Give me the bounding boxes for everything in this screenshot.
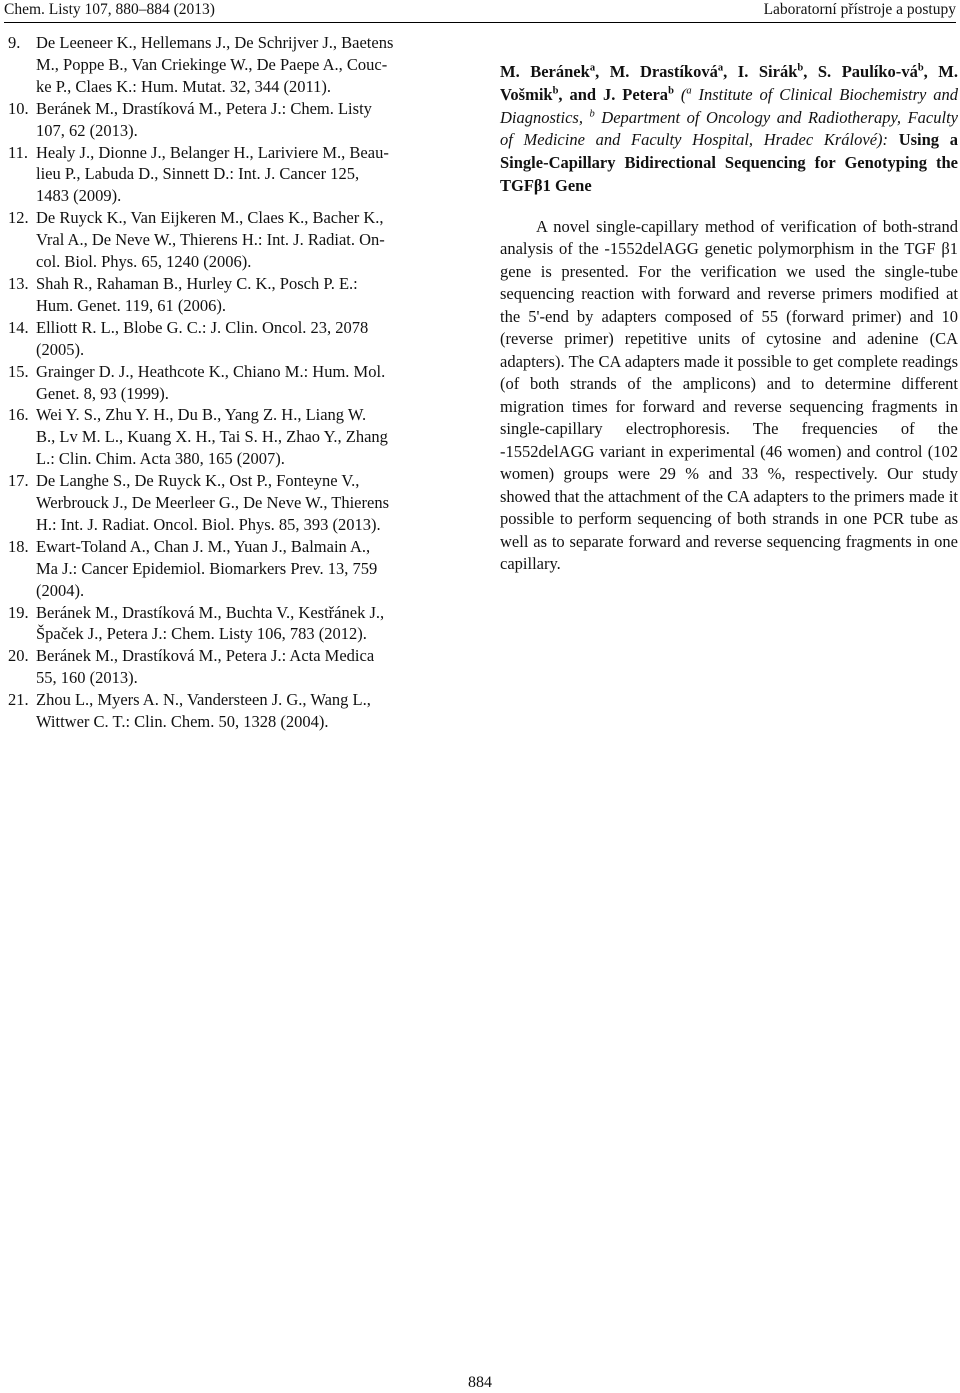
reference-item bbox=[8, 645, 460, 689]
reference-line: B., Lv M. L., Kuang X. H., Tai S. H., Zhao Y., Zhang bbox=[36, 427, 388, 447]
reference-item bbox=[8, 404, 460, 470]
abstract-text: A novel single-capillary method of verification of both-strand analysis of the -1552delAGG genetic polymorphism in the TGF β1 gene is presented. For the verification we used the single-tube sequencing reaction with forward and reverse primers modified at the 5'-end by adapters composed of 55 (forward primer) and 10 (reverse primer) repetitive units of cytosine and adenine (CA adapters). The CA adapters made it possible to get complete readings (of both strands of the amplicons) and to determine different migration times for forward and reverse sequencing fragments in single-capillary electrophoresis. The frequencies of the -1552delAGG variant in experimental (46 women) and control (102 women) groups were 29 % and 33 %, respectively. Our study showed that the attachment of the CA adapters to the primers made it possible to perform sequencing of both strands in one PCR tube as well as to separate forward and reverse sequencing fragments in one capillary. bbox=[500, 216, 958, 574]
reference-list bbox=[8, 32, 460, 733]
reference-line: (2004). bbox=[36, 580, 85, 600]
affiliation-open: ( bbox=[673, 84, 687, 104]
affiliation-mark: a bbox=[589, 62, 596, 74]
reference-text bbox=[36, 273, 460, 317]
reference-number: 13. bbox=[8, 273, 29, 293]
reference-line: Wittwer C. T.: Clin. Chem. 50, 1328 (2004). bbox=[36, 712, 329, 732]
affiliation-mark: a bbox=[686, 85, 692, 97]
reference-item bbox=[8, 602, 460, 646]
reference-item bbox=[8, 98, 460, 142]
reference-number: 18. bbox=[8, 536, 29, 556]
reference-line: Zhou L., Myers A. N., Vandersteen J. G., Wang L., bbox=[36, 690, 371, 710]
reference-line: De Leeneer K., Hellemans J., De Schrijver J., Baetens bbox=[36, 33, 394, 52]
reference-number: 9. bbox=[8, 33, 21, 52]
reference-line: Werbrouck J., De Meerleer G., De Neve W., Thierens bbox=[36, 493, 389, 513]
affiliation-mark: b bbox=[668, 85, 674, 97]
reference-number: 14. bbox=[8, 317, 29, 337]
author-name: , I. Sirák bbox=[723, 62, 798, 81]
reference-text bbox=[36, 98, 460, 142]
reference-line: Shah R., Rahaman B., Hurley C. K., Posch P. E.: bbox=[36, 273, 358, 293]
reference-text bbox=[36, 317, 460, 361]
reference-text bbox=[36, 142, 460, 208]
reference-text bbox=[36, 645, 460, 689]
abstract-heading bbox=[500, 61, 958, 198]
author-name: M. Beránek bbox=[500, 62, 590, 81]
affiliation-mark: b bbox=[589, 108, 595, 120]
reference-number: 15. bbox=[8, 361, 29, 381]
reference-line: lieu P., Labuda D., Sinnett D.: Int. J. Cancer 125, bbox=[36, 164, 360, 184]
reference-line: col. Biol. Phys. 65, 1240 (2006). bbox=[36, 252, 252, 272]
reference-line: De Ruyck K., Van Eijkeren M., Claes K., Bacher K., bbox=[36, 208, 384, 228]
reference-line: 107, 62 (2013). bbox=[36, 120, 138, 140]
reference-line: Grainger D. J., Heathcote K., Chiano M.: Hum. Mol. bbox=[36, 361, 386, 381]
reference-line: Genet. 8, 93 (1999). bbox=[36, 383, 169, 403]
reference-line: Beránek M., Drastíková M., Buchta V., Kestřánek J., bbox=[36, 602, 385, 622]
journal-citation: Chem. Listy 107, 880–884 (2013) bbox=[4, 1, 215, 18]
reference-number: 20. bbox=[8, 646, 29, 666]
reference-item bbox=[8, 207, 460, 273]
reference-item bbox=[8, 470, 460, 536]
reference-line: Ewart-Toland A., Chan J. M., Yuan J., Balmain A., bbox=[36, 536, 371, 556]
reference-text bbox=[36, 32, 460, 98]
reference-number: 16. bbox=[8, 405, 29, 425]
author-name: , M. Vošmik bbox=[500, 62, 959, 104]
article-title: Using a Single-Capillary Bidirectional Sequencing for Genotyping the TGFβ1 Gene bbox=[500, 130, 958, 195]
affiliation-mark: b bbox=[797, 62, 804, 74]
reference-line: Vral A., De Neve W., Thierens H.: Int. J. Radiat. On- bbox=[36, 230, 385, 250]
reference-line: Healy J., Dionne J., Belanger H., Lariviere M., Beau- bbox=[36, 142, 389, 162]
reference-line: Ma J.: Cancer Epidemiol. Biomarkers Prev. 13, 759 bbox=[36, 558, 378, 578]
reference-item bbox=[8, 536, 460, 602]
affiliation-mark: b bbox=[917, 62, 924, 74]
reference-line: Špaček J., Petera J.: Chem. Listy 106, 783 (2012). bbox=[36, 624, 367, 644]
reference-line: De Langhe S., De Ruyck K., Ost P., Fonteyne V., bbox=[36, 471, 360, 491]
reference-text bbox=[36, 536, 460, 602]
affiliation-mark: a bbox=[717, 62, 724, 74]
section-title: Laboratorní přístroje a postupy bbox=[763, 1, 956, 18]
reference-line: Elliott R. L., Blobe G. C.: J. Clin. Oncol. 23, 2078 bbox=[36, 317, 369, 337]
reference-line: 55, 160 (2013). bbox=[36, 668, 138, 688]
reference-line: Beránek M., Drastíková M., Petera J.: Acta Medica bbox=[36, 646, 375, 666]
reference-line: H.: Int. J. Radiat. Oncol. Biol. Phys. 85, 393 (2013). bbox=[36, 514, 381, 534]
reference-number: 21. bbox=[8, 690, 29, 710]
reference-text bbox=[36, 602, 460, 646]
reference-number: 10. bbox=[8, 98, 29, 118]
reference-line: M., Poppe B., Van Criekinge W., De Paepe A., Couc- bbox=[36, 54, 388, 74]
reference-line: L.: Clin. Chim. Acta 380, 165 (2007). bbox=[36, 449, 285, 469]
reference-item bbox=[8, 142, 460, 208]
reference-line: (2005). bbox=[36, 339, 85, 359]
reference-number: 17. bbox=[8, 471, 29, 491]
reference-number: 19. bbox=[8, 602, 29, 622]
reference-item bbox=[8, 317, 460, 361]
author-name: vá bbox=[901, 62, 918, 81]
reference-item bbox=[8, 273, 460, 317]
reference-item bbox=[8, 361, 460, 405]
running-head bbox=[4, 0, 956, 23]
reference-number: 11. bbox=[8, 142, 29, 162]
abstract-block bbox=[500, 61, 958, 576]
reference-item bbox=[8, 689, 460, 733]
reference-text bbox=[36, 404, 460, 470]
reference-number: 12. bbox=[8, 208, 29, 228]
affiliation-mark: b bbox=[552, 85, 559, 97]
reference-item bbox=[8, 32, 460, 98]
reference-line: 1483 (2009). bbox=[36, 186, 122, 206]
reference-line: Hum. Genet. 119, 61 (2006). bbox=[36, 295, 227, 315]
reference-line: Beránek M., Drastíková M., Petera J.: Chem. Listy bbox=[36, 98, 372, 118]
author-name: , S. Paulíko- bbox=[803, 62, 902, 81]
author-name: , and J. Petera bbox=[558, 84, 669, 104]
author-name: , M. Drastíková bbox=[595, 62, 718, 81]
page-number: 884 bbox=[468, 1374, 492, 1391]
reference-line: ke P., Claes K.: Hum. Mutat. 32, 344 (2011). bbox=[36, 76, 331, 96]
reference-text bbox=[36, 470, 460, 536]
reference-text bbox=[36, 361, 460, 405]
reference-text bbox=[36, 207, 460, 273]
reference-line: Wei Y. S., Zhu Y. H., Du B., Yang Z. H., Liang W. bbox=[36, 405, 367, 425]
affiliation-text: Institute of Clinical Biochemistry and Diagnostics, bbox=[500, 84, 958, 127]
affiliation-text: Department of Oncology and Radiotherapy, Faculty of Medicine and Faculty Hospital, Hradec Králové): bbox=[500, 107, 958, 150]
reference-text bbox=[36, 689, 460, 733]
